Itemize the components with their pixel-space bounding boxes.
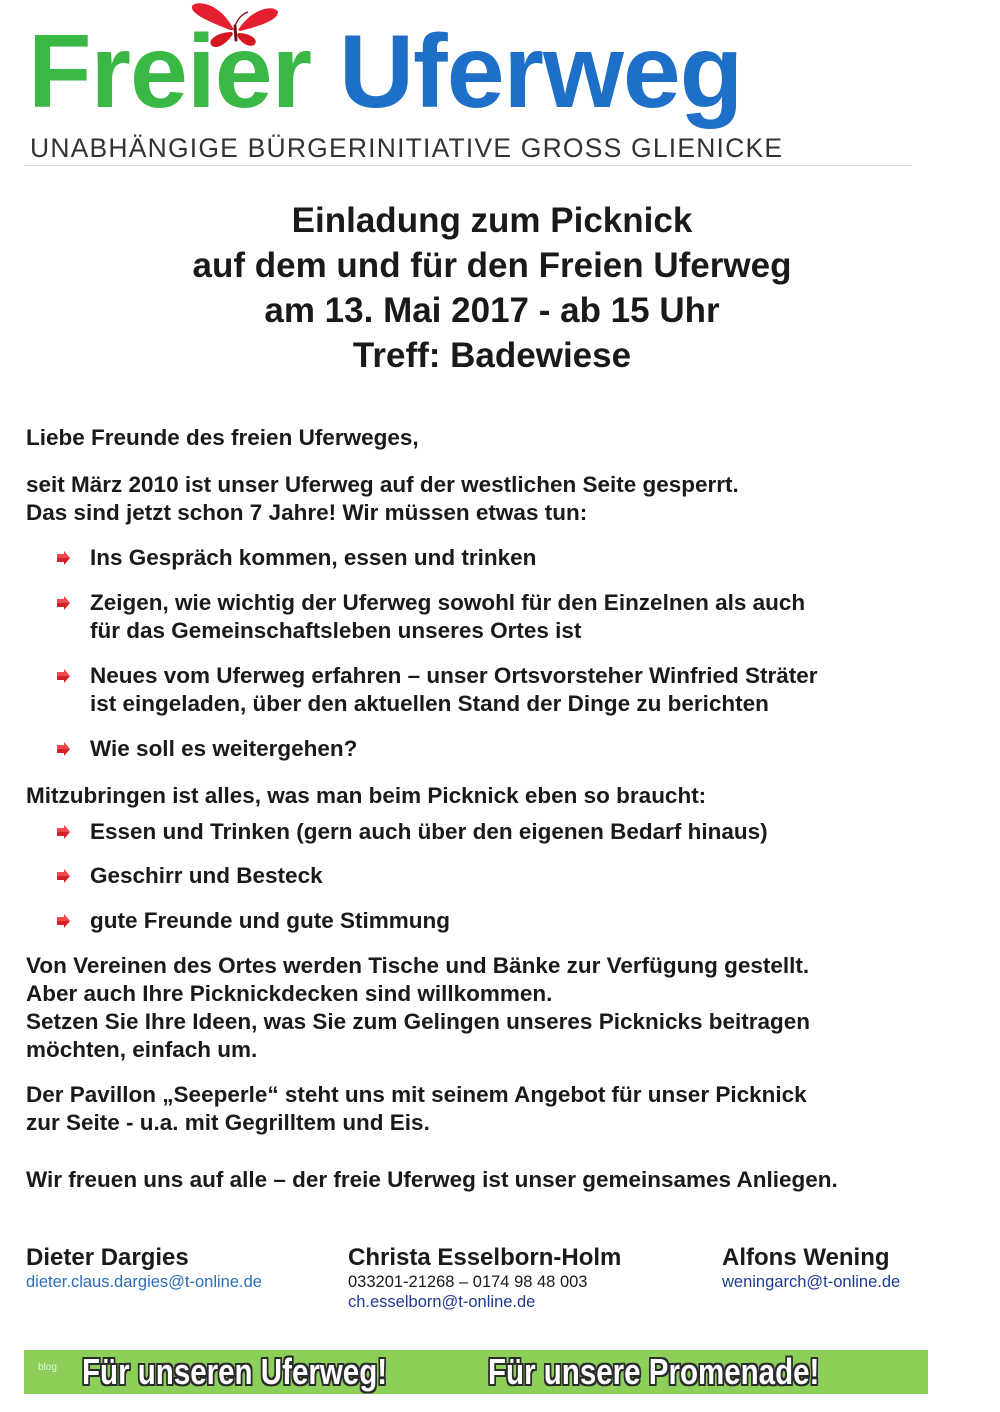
paragraph-vereine-line: Von Vereinen des Ortes werden Tische und Bänke zur Verfügung gestellt. (26, 953, 810, 978)
list-item-text: gute Freunde und gute Stimmung (90, 908, 450, 933)
arrow-bullet-icon (56, 551, 70, 565)
paragraph-pavillon-line: Der Pavillon „Seeperle“ steht uns mit seinem Angebot für unser Picknick (26, 1082, 807, 1107)
bring-heading: Mitzubringen ist alles, was man beim Picknick eben so braucht: (26, 783, 707, 808)
logo-word-freier: Freier (28, 14, 312, 130)
logo-word-uferweg: Uferweg (338, 14, 743, 130)
greeting: Liebe Freunde des freien Uferweges, (26, 425, 419, 450)
logo (24, 0, 912, 165)
headline-line-2: auf dem und für den Freien Uferweg (192, 246, 792, 285)
arrow-bullet-icon (56, 742, 70, 756)
signature-email-link[interactable]: dieter.claus.dargies@t-online.de (26, 1273, 262, 1291)
headline-line-1: Einladung zum Picknick (291, 201, 693, 240)
list-item-text: Essen und Trinken (gern auch über den eigenen Bedarf hinaus) (90, 819, 768, 844)
paragraph-vereine-line: möchten, einfach um. (26, 1037, 258, 1062)
list-item-text-continued: für das Gemeinschaftsleben unseres Ortes ist (90, 618, 582, 643)
list-item-text-continued: ist eingeladen, über den aktuellen Stand der Dinge zu berichten (90, 691, 769, 716)
banner-slogan-promenade: Für unsere Promenade! (488, 1351, 820, 1392)
signature-wening (722, 1244, 900, 1292)
arrow-bullet-icon (56, 825, 70, 839)
paragraph-vereine-line: Aber auch Ihre Picknickdecken sind willkommen. (26, 981, 553, 1006)
list-item-text: Neues vom Uferweg erfahren – unser Ortsvorsteher Winfried Sträter (90, 663, 818, 688)
footer-banner (24, 1350, 928, 1394)
arrow-bullet-icon (56, 596, 70, 610)
signature-email-link[interactable]: weningarch@t-online.de (722, 1273, 901, 1291)
signature-email-link[interactable]: ch.esselborn@t-online.de (348, 1293, 536, 1311)
list-item-text: Geschirr und Besteck (90, 863, 323, 888)
banner-watermark: blog (38, 1362, 57, 1373)
headline-line-4: Treff: Badewiese (352, 336, 632, 375)
logo-title (28, 14, 743, 130)
paragraph-pavillon-line: zur Seite - u.a. mit Gegrilltem und Eis. (26, 1110, 430, 1135)
arrow-bullet-icon (56, 869, 70, 883)
banner-slogan-uferweg: Für unseren Uferweg! (82, 1351, 388, 1392)
signature-dargies (26, 1244, 262, 1292)
closing-line: Wir freuen uns auf alle – der freie Uferweg ist unser gemeinsames Anliegen. (26, 1167, 838, 1192)
logo-divider (24, 165, 912, 166)
intro-line-1: seit März 2010 ist unser Uferweg auf der westlichen Seite gesperrt. (26, 472, 739, 497)
signature-name: Dieter Dargies (26, 1244, 189, 1271)
list-item-text: Ins Gespräch kommen, essen und trinken (90, 545, 537, 570)
signature-phone: 033201-21268 – 0174 98 48 003 (348, 1273, 588, 1291)
arrow-bullet-icon (56, 669, 70, 683)
paragraph-vereine-line: Setzen Sie Ihre Ideen, was Sie zum Gelingen unseres Picknicks beitragen (26, 1009, 811, 1034)
list-item-text: Zeigen, wie wichtig der Uferweg sowohl für den Einzelnen als auch (90, 590, 806, 615)
signature-name: Christa Esselborn-Holm (348, 1244, 622, 1271)
headline-line-3: am 13. Mai 2017 - ab 15 Uhr (264, 291, 720, 330)
signature-name: Alfons Wening (722, 1244, 890, 1271)
arrow-bullet-icon (56, 914, 70, 928)
logo-subtitle: UNABHÄNGIGE BÜRGERINITIATIVE GROSS GLIENICKE (30, 133, 784, 163)
intro-line-2: Das sind jetzt schon 7 Jahre! Wir müssen etwas tun: (26, 500, 588, 525)
signature-esselborn-holm (348, 1244, 621, 1312)
headline (0, 198, 984, 378)
list-item-text: Wie soll es weitergehen? (90, 736, 358, 761)
